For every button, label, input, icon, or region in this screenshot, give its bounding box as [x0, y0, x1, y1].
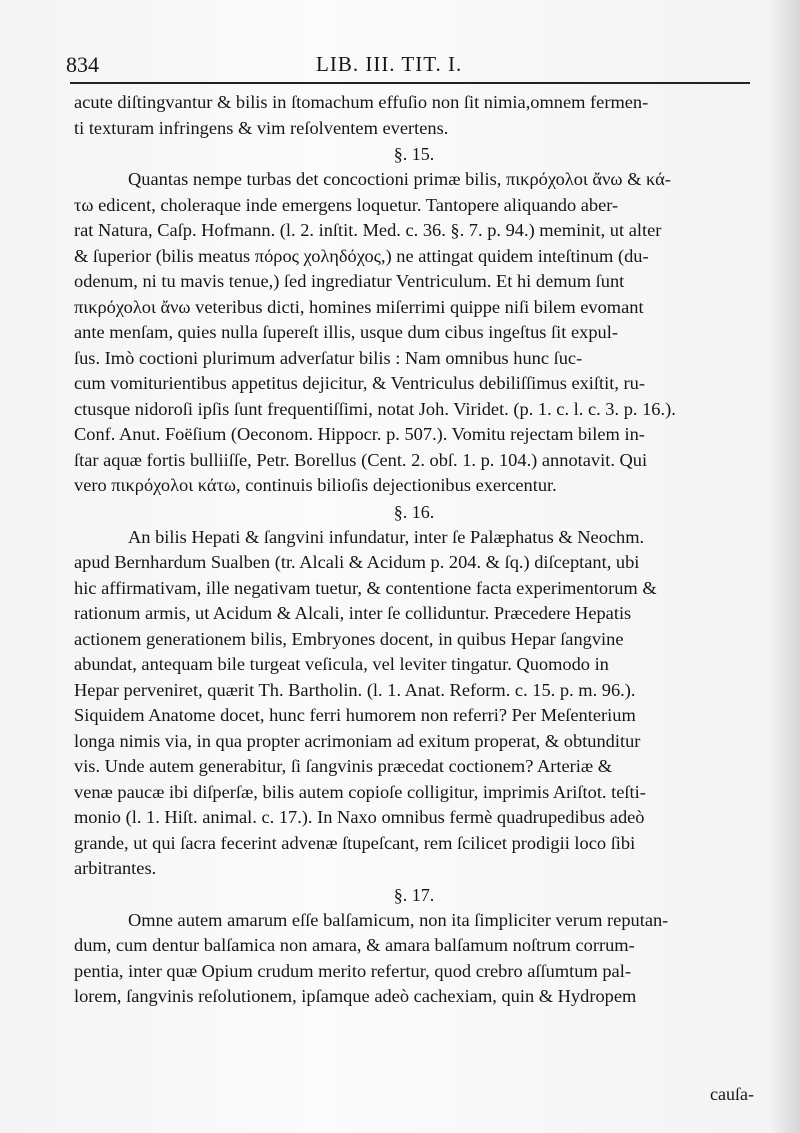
text-line: venæ paucæ ibi diſperſæ, bilis autem copioſe colligitur, imprimis Ariſtot. teſti-	[74, 781, 646, 802]
text-line: ſus. Imò coctioni plurimum adverſatur bilis : Nam omnibus hunc ſuc-	[74, 347, 583, 368]
text-line: abundat, antequam bile turgeat veſicula, vel leviter tingatur. Quomodo in	[74, 654, 609, 674]
text-line: pentia, inter quæ Opium crudum merito refertur, quod crebro aſſumtum pal-	[74, 960, 631, 981]
text-line: ctusque nidoroſi ipſis ſunt frequentiſſimi, notat Joh. Viridet. (p. 1. c. l. c. 3. p. 16.).	[74, 398, 676, 419]
text-line: πικρόχολοι ἄνω veteribus dicti, homines miſerrimi quippe niſi bilem evomant	[74, 296, 644, 317]
text-line: grande, ut qui ſacra fecerint advenæ ſtupeſcant, rem ſcilicet prodigii loco ſibi	[74, 832, 636, 853]
text-line: Quantas nempe turbas det concoctioni primæ bilis, πικρόχολοι ἄνω & κά-	[128, 169, 671, 189]
page-header	[66, 48, 748, 80]
text-line: rat Natura, Caſp. Hofmann. (l. 2. inſtit. Med. c. 36. §. 7. p. 94.) meminit, ut alter	[74, 220, 662, 240]
text-line: vero πικρόχολοι κάτω, continuis bilioſis dejectionibus exercentur.	[74, 475, 557, 495]
text-line: Siquidem Anatome docet, hunc ferri humorem non referri? Per Meſenterium	[74, 705, 636, 725]
text-line: monio (l. 1. Hiſt. animal. c. 17.). In Naxo omnibus fermè quadrupedibus adeò	[74, 807, 645, 827]
catchword: cauſa-	[710, 1084, 754, 1104]
text-line: Hepar perveniret, quærit Th. Bartholin. (l. 1. Anat. Reform. c. 15. p. m. 96.).	[74, 679, 636, 700]
text-line: dum, cum dentur balſamica non amara, & amara balſamum noſtrum corrum-	[74, 935, 635, 955]
text-line: vis. Unde autem generabitur, ſi ſangvinis præcedat coctionem? Arteriæ &	[74, 756, 613, 776]
text-line: hic affirmativam, ille negativam tuetur, & contentione facta experimentorum &	[74, 577, 657, 598]
text-body	[74, 90, 754, 1010]
text-line: arbitrantes.	[74, 858, 157, 878]
text-line: & ſuperior (bilis meatus πόρος χοληδόχος,) ne attingat quidem inteſtinum (du-	[74, 245, 649, 266]
text-line: acute diſtingvantur & bilis in ſtomachum effuſio non ſit nimia,omnem fermen-	[74, 92, 649, 112]
text-line: ſtar aquæ fortis bulliiſſe, Petr. Borellus (Cent. 2. obſ. 1. p. 104.) annotavit. Qui	[74, 449, 648, 470]
section-heading: §. 15.	[393, 144, 435, 164]
running-head: LIB. III. TIT. I.	[316, 52, 463, 76]
page-number: 834	[66, 52, 99, 77]
text-line: apud Bernhardum Sualben (tr. Alcali & Acidum p. 204. & ſq.) diſceptant, ubi	[74, 552, 640, 572]
section-heading: §. 16.	[393, 501, 435, 522]
text-line: actionem generationem bilis, Embryones docent, in quibus Hepar ſangvine	[74, 628, 624, 649]
text-line: cum vomiturientibus appetitus dejicitur, & Ventriculus debiliſſimus exiſtit, ru-	[74, 373, 645, 393]
text-line: Omne autem amarum eſſe balſamicum, non ita ſimpliciter verum reputan-	[128, 909, 669, 930]
text-line: rationum armis, ut Acidum & Alcali, inter ſe colliduntur. Præcedere Hepatis	[74, 603, 632, 623]
section-heading: §. 17.	[393, 884, 435, 905]
header-rule	[70, 82, 750, 84]
text-line: lorem, ſangvinis reſolutionem, ipſamque adeò cachexiam, quin & Hydropem	[74, 986, 637, 1006]
page-gutter-shadow	[770, 0, 800, 1133]
text-line: An bilis Hepati & ſangvini infundatur, inter ſe Palæphatus & Neochm.	[128, 526, 645, 547]
text-line: ti texturam infringens & vim reſolventem evertens.	[74, 117, 449, 138]
text-line: odenum, ni tu mavis tenue,) ſed ingrediatur Ventriculum. Et hi demum ſunt	[74, 271, 625, 291]
text-line: τω edicent, choleraque inde emergens loquetur. Tantopere aliquando aber-	[74, 194, 619, 215]
text-line: Conf. Anut. Foëſium (Oeconom. Hippocr. p. 507.). Vomitu rejectam bilem in-	[74, 424, 645, 444]
text-line: longa nimis via, in qua propter acrimoniam ad exitum properat, & obtunditur	[74, 730, 641, 751]
text-line: ante menſam, quies nulla ſupereſt illis, usque dum cibus ingeſtus ſit expul-	[74, 322, 618, 342]
